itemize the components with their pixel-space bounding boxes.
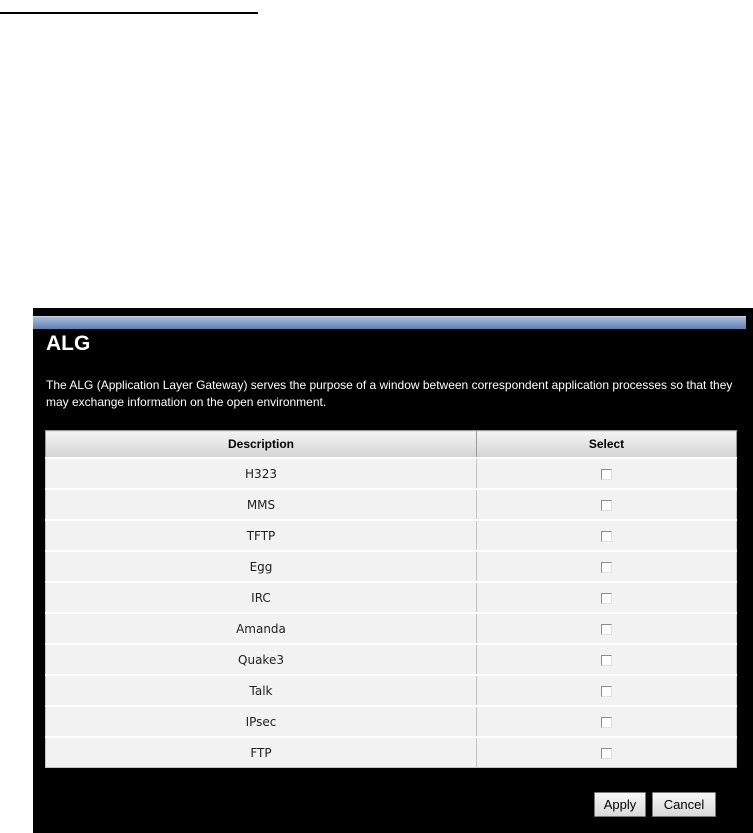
select-checkbox[interactable] xyxy=(601,469,612,480)
page-title: ALG xyxy=(46,332,91,355)
page-description: The ALG (Application Layer Gateway) serves the purpose of a window between correspondent application processes so that they may exchange information on the open environment. xyxy=(46,378,733,409)
select-checkbox[interactable] xyxy=(601,531,612,542)
row-select-cell xyxy=(477,551,737,582)
row-description: H323 xyxy=(46,458,477,489)
row-description: IPsec xyxy=(46,706,477,737)
column-header-select: Select xyxy=(477,431,737,459)
row-select-cell xyxy=(477,613,737,644)
table-row xyxy=(46,644,737,675)
select-checkbox[interactable] xyxy=(601,593,612,604)
table-row xyxy=(46,613,737,644)
alg-table xyxy=(45,430,737,768)
table-row xyxy=(46,737,737,768)
table-body xyxy=(46,458,737,768)
panel-header-bar xyxy=(33,316,746,329)
select-checkbox[interactable] xyxy=(601,655,612,666)
row-select-cell xyxy=(477,520,737,551)
row-description: Quake3 xyxy=(46,644,477,675)
table-row xyxy=(46,489,737,520)
row-select-cell xyxy=(477,706,737,737)
row-description: IRC xyxy=(46,582,477,613)
row-description: Amanda xyxy=(46,613,477,644)
column-header-description: Description xyxy=(46,431,477,459)
row-description: FTP xyxy=(46,737,477,768)
row-description: TFTP xyxy=(46,520,477,551)
select-checkbox[interactable] xyxy=(601,562,612,573)
row-select-cell xyxy=(477,737,737,768)
select-checkbox[interactable] xyxy=(601,717,612,728)
cancel-button[interactable]: Cancel xyxy=(652,792,716,817)
row-select-cell xyxy=(477,489,737,520)
table-header-row xyxy=(46,431,737,459)
row-select-cell xyxy=(477,458,737,489)
row-description: Talk xyxy=(46,675,477,706)
row-select-cell xyxy=(477,582,737,613)
row-select-cell xyxy=(477,675,737,706)
table-row xyxy=(46,675,737,706)
row-description: Egg xyxy=(46,551,477,582)
table-row xyxy=(46,706,737,737)
select-checkbox[interactable] xyxy=(601,624,612,635)
select-checkbox[interactable] xyxy=(601,686,612,697)
select-checkbox[interactable] xyxy=(601,748,612,759)
row-description: MMS xyxy=(46,489,477,520)
table-row xyxy=(46,520,737,551)
apply-button[interactable]: Apply xyxy=(594,792,646,817)
table-row xyxy=(46,582,737,613)
alg-panel xyxy=(33,308,753,833)
top-divider-line xyxy=(0,12,258,14)
select-checkbox[interactable] xyxy=(601,500,612,511)
table-row xyxy=(46,458,737,489)
table-row xyxy=(46,551,737,582)
row-select-cell xyxy=(477,644,737,675)
